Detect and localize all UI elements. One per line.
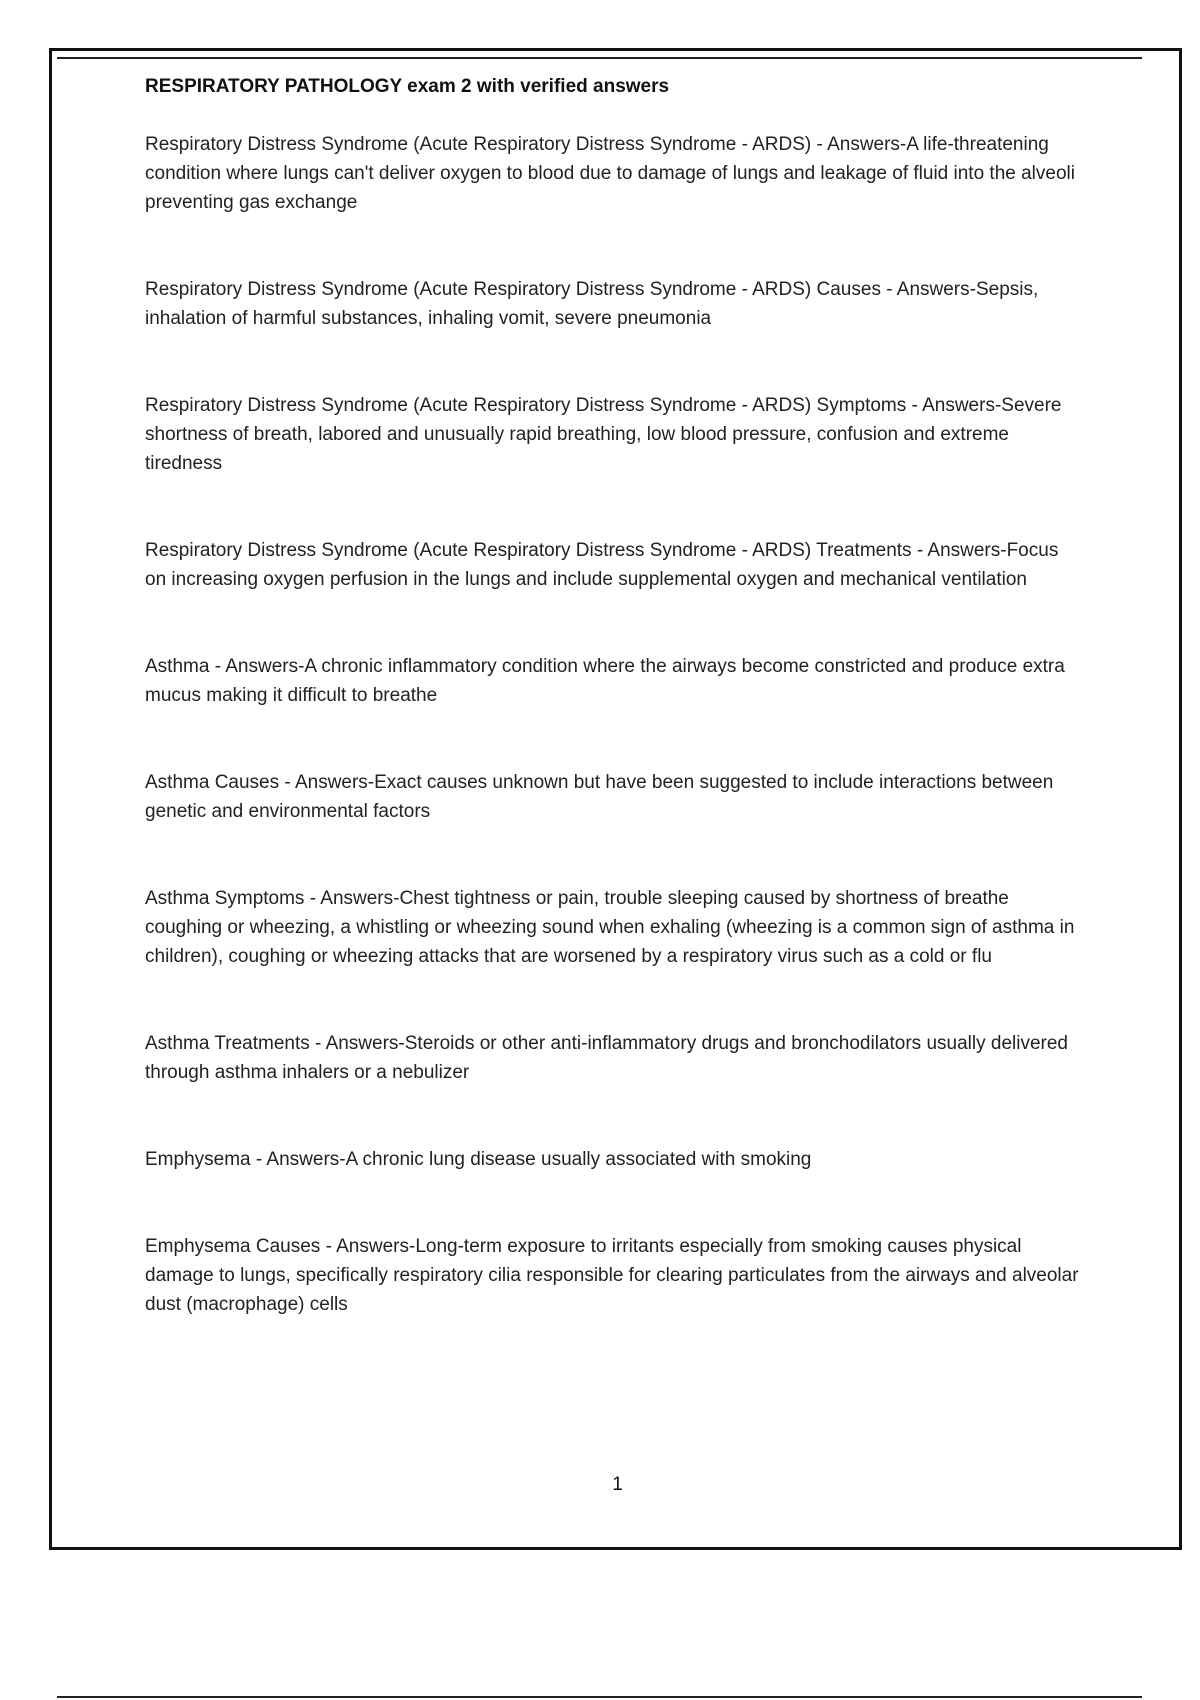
qa-entry-emphysema-definition: Emphysema - Answers-A chronic lung disease usually associated with smoking bbox=[145, 1149, 812, 1170]
qa-entry-asthma-causes: Asthma Causes - Answers-Exact causes unknown but have been suggested to include interactions between genetic and environmental factors bbox=[145, 772, 1054, 822]
qa-entry-ards-symptoms: Respiratory Distress Syndrome (Acute Respiratory Distress Syndrome - ARDS) Symptoms - Answers-Severe shortness of breath, labored and unusually rapid breathing, low blood pressure, confusion and extreme tiredness bbox=[145, 395, 1062, 474]
qa-entry-ards-treatments: Respiratory Distress Syndrome (Acute Respiratory Distress Syndrome - ARDS) Treatments - Answers-Focus on increasing oxygen perfusion in the lungs and include supplemental oxygen and mechanical ventilation bbox=[145, 540, 1059, 590]
page-number: 1 bbox=[612, 1474, 623, 1495]
document-title: RESPIRATORY PATHOLOGY exam 2 with verified answers bbox=[145, 76, 670, 97]
qa-entry-ards-causes: Respiratory Distress Syndrome (Acute Respiratory Distress Syndrome - ARDS) Causes - Answers-Sepsis, inhalation of harmful substances, inhaling vomit, severe pneumonia bbox=[145, 279, 1039, 329]
qa-entry-ards-definition: Respiratory Distress Syndrome (Acute Respiratory Distress Syndrome - ARDS) - Answers-A life-threatening condition where lungs can't deliver oxygen to blood due to damage of lungs and leakage of fluid into the alveoli preventing gas exchange bbox=[145, 134, 1075, 213]
qa-entry-asthma-symptoms: Asthma Symptoms - Answers-Chest tightness or pain, trouble sleeping caused by shortness of breathe coughing or wheezing, a whistling or wheezing sound when exhaling (wheezing is a common sign of asthma in children), coughing or wheezing attacks that are worsened by a respiratory virus such as a cold or flu bbox=[145, 888, 1075, 967]
top-rule-divider bbox=[57, 57, 1142, 59]
qa-entry-asthma-definition: Asthma - Answers-A chronic inflammatory condition where the airways become constricted and produce extra mucus making it difficult to breathe bbox=[145, 656, 1065, 706]
document-body bbox=[145, 74, 1080, 1319]
qa-entry-emphysema-causes: Emphysema Causes - Answers-Long-term exposure to irritants especially from smoking causes physical damage to lungs, specifically respiratory cilia responsible for clearing particulates from the airways and alveolar dust (macrophage) cells bbox=[145, 1236, 1079, 1315]
bottom-rule-divider bbox=[57, 1696, 1142, 1698]
qa-entry-asthma-treatments: Asthma Treatments - Answers-Steroids or other anti-inflammatory drugs and bronchodilators usually delivered through asthma inhalers or a nebulizer bbox=[145, 1033, 1068, 1083]
